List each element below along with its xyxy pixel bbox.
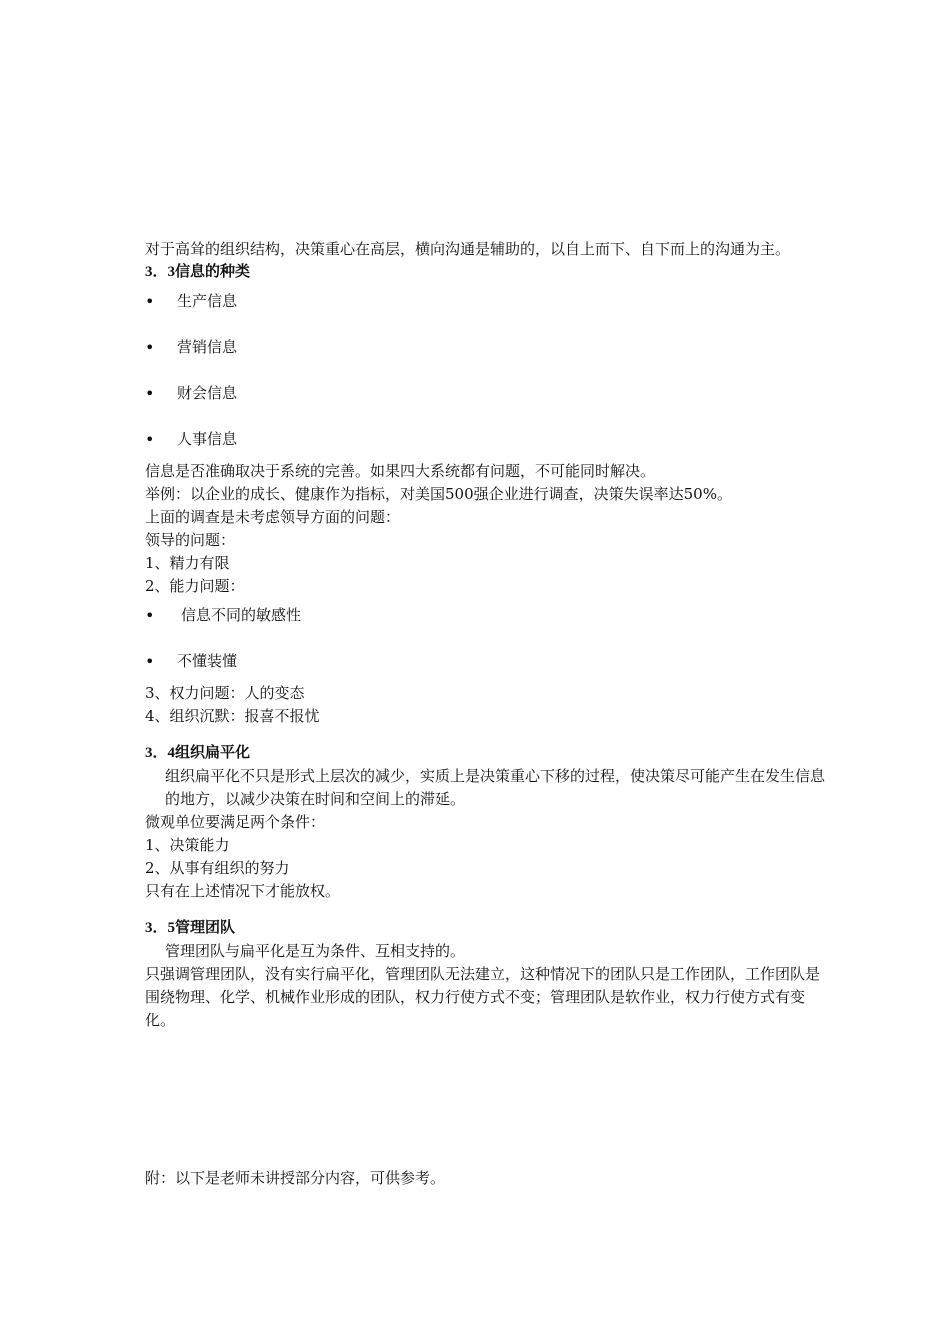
list-item [145,382,825,428]
heading-flattening: 3．4组织扁平化 [145,745,251,761]
paragraph-accuracy: 信息是否准确取决于系统的完善。如果四大系统都有问题，不可能同时解决。 [145,462,656,480]
paragraph-item-2: 2、能力问题： [145,577,245,595]
paragraph-item-4: 4、组织沉默：报喜不报忧 [145,707,320,725]
info-types-list [145,290,825,460]
list-item [145,428,825,460]
list-item-label: 信息不同的敏感性 [181,606,302,624]
paragraph-item-3: 3、权力问题：人的变态 [145,684,305,702]
heading-info-types: 3．3信息的种类 [145,264,251,280]
bullet-icon: • [145,430,155,449]
list-item [145,290,825,336]
spacer [145,728,825,742]
list-item-label: 财会信息 [177,384,238,402]
list-item [145,650,825,682]
bullet-icon: • [145,384,155,403]
paragraph-delegation: 只有在上述情况下才能放权。 [145,882,341,900]
paragraph-example: 举例：以企业的成长、健康作为指标，对美国500强企业进行调查，决策失误率达50%。 [145,485,732,503]
paragraph-item-1: 1、精力有限 [145,554,230,572]
list-item-label: 生产信息 [177,292,238,310]
paragraph-condition-2: 2、从事有组织的努力 [145,859,290,877]
paragraph-survey: 上面的调查是未考虑领导方面的问题： [145,508,401,526]
paragraph-team-detail: 只强调管理团队，没有实行扁平化，管理团队无法建立，这种情况下的团队只是工作团队，工作团队是围绕物理、化学、机械作业形成的团队，权力行使方式不变；管理团队是软作业，权力行使方式有变化。 [145,965,821,1029]
bullet-icon: • [145,606,155,625]
paragraph-structure: 对于高耸的组织结构，决策重心在高层，横向沟通是辅助的，以自上而下、自下而上的沟通为主。 [145,240,791,258]
spacer [145,903,825,917]
list-item-label: 营销信息 [177,338,238,356]
document-body [145,238,825,1032]
paragraph-flattening: 组织扁平化不只是形式上层次的减少，实质上是决策重心下移的过程，使决策尽可能产生在发生信息的地方，以减少决策在时间和空间上的滞延。 [165,767,826,808]
paragraph-team-relation: 管理团队与扁平化是互为条件、互相支持的。 [165,942,466,960]
ability-list [145,604,825,682]
bullet-icon: • [145,292,155,311]
list-item-label: 不懂装懂 [177,652,238,670]
paragraph-conditions: 微观单位要满足两个条件： [145,813,326,831]
paragraph-leader-problems: 领导的问题： [145,531,236,549]
list-item [145,604,825,650]
bullet-icon: • [145,338,155,357]
heading-management-team: 3．5管理团队 [145,920,236,936]
list-item-label: 人事信息 [177,430,238,448]
bullet-icon: • [145,652,155,671]
paragraph-condition-1: 1、决策能力 [145,836,230,854]
list-item [145,336,825,382]
paragraph-appendix-note: 附：以下是老师未讲授部分内容，可供参考。 [145,1169,446,1187]
